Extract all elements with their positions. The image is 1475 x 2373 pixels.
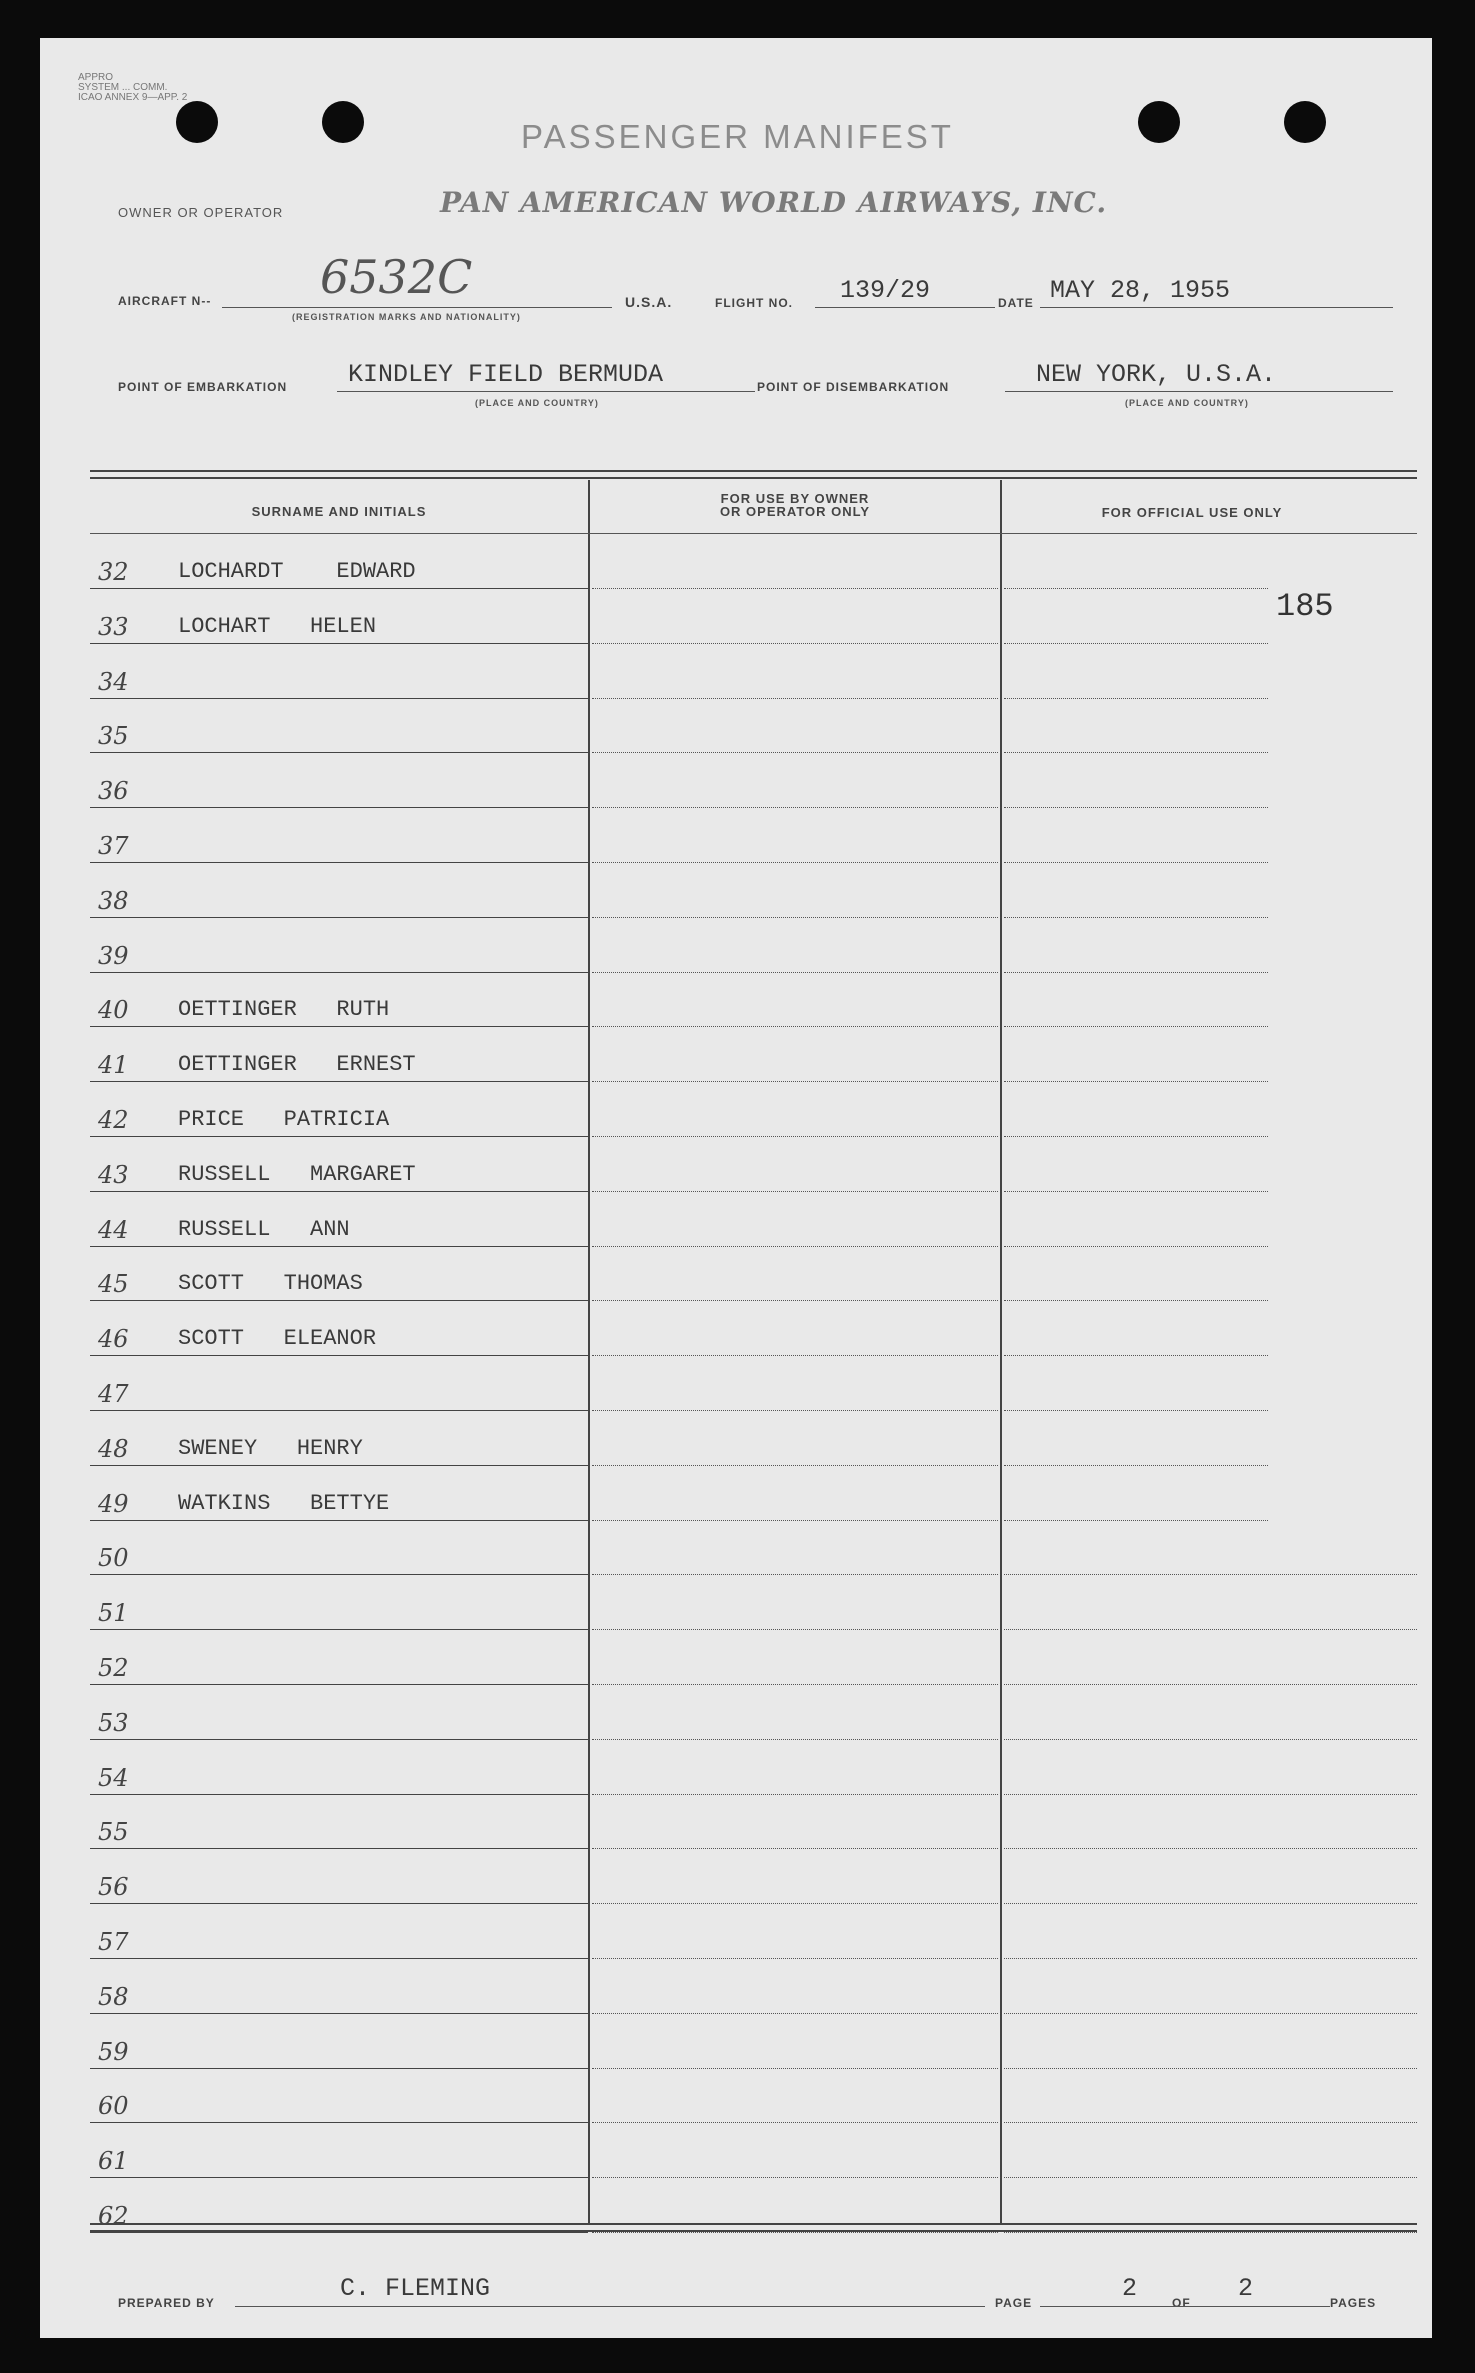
official-cell-rule — [1004, 2177, 1417, 2178]
owner-cell-rule — [592, 2013, 998, 2014]
official-cell-rule — [1004, 807, 1268, 808]
official-cell-rule — [1004, 1410, 1268, 1411]
official-cell-rule — [1004, 1026, 1268, 1027]
row-rule — [90, 862, 588, 863]
flight-no-value: 139/29 — [840, 276, 931, 305]
owner-cell-rule — [592, 1136, 998, 1137]
approval-line: ICAO ANNEX 9—APP. 2 — [78, 92, 188, 103]
row-number: 37 — [98, 832, 129, 860]
owner-cell-rule — [592, 2122, 998, 2123]
row-rule — [90, 2068, 588, 2069]
official-cell-rule — [1004, 1136, 1268, 1137]
official-cell-rule — [1004, 1191, 1268, 1192]
row-rule — [90, 807, 588, 808]
row-number: 38 — [98, 886, 129, 915]
official-cell-rule — [1004, 2122, 1417, 2123]
row-number: 40 — [98, 996, 129, 1025]
of-label: OF — [1172, 2296, 1191, 2310]
row-number: 58 — [98, 1982, 129, 2011]
row-number: 56 — [98, 1873, 129, 1902]
row-number: 35 — [98, 722, 129, 751]
row-number: 32 — [98, 558, 129, 586]
row-rule — [90, 698, 588, 699]
row-rule — [90, 1574, 588, 1575]
official-cell-rule — [1004, 698, 1268, 699]
row-number: 48 — [98, 1434, 129, 1463]
row-rule — [90, 643, 588, 644]
official-cell-rule — [1004, 1355, 1268, 1356]
row-number: 59 — [98, 2037, 129, 2066]
row-number: 55 — [98, 1818, 129, 1847]
row-rule — [90, 1081, 588, 1082]
row-number: 53 — [98, 1708, 129, 1737]
page-label: PAGE — [995, 2296, 1033, 2310]
registration-caption: (REGISTRATION MARKS AND NATIONALITY) — [292, 312, 521, 322]
prepared-underline — [235, 2306, 985, 2307]
owner-column-header — [590, 492, 1000, 518]
prepared-by-label: PREPARED BY — [118, 2296, 215, 2310]
row-rule — [90, 1958, 588, 1959]
approval-line: APPRO — [78, 72, 114, 83]
official-cell-rule — [1004, 1081, 1268, 1082]
passenger-name: SCOTT ELEANOR — [178, 1326, 377, 1352]
owner-cell-rule — [592, 1520, 998, 1521]
date-underline — [1040, 307, 1393, 308]
row-number: 52 — [98, 1654, 129, 1682]
header-rule — [90, 533, 1417, 534]
approval-stamp — [78, 73, 187, 103]
pages-label: PAGES — [1330, 2296, 1377, 2310]
row-number: 46 — [98, 1325, 129, 1354]
row-rule — [90, 1739, 588, 1740]
owner-cell-rule — [592, 752, 998, 753]
owner-cell-rule — [592, 643, 998, 644]
official-note: 185 — [1276, 588, 1334, 625]
owner-cell-rule — [592, 807, 998, 808]
official-cell-rule — [1004, 1848, 1417, 1849]
passenger-name: PRICE PATRICIA — [178, 1107, 390, 1132]
aircraft-value: 6532C — [320, 250, 473, 304]
row-number: 54 — [98, 1763, 129, 1792]
owner-cell-rule — [592, 1958, 998, 1959]
owner-label: OWNER OR OPERATOR — [118, 205, 284, 220]
row-number: 60 — [98, 2092, 129, 2121]
row-rule — [90, 2122, 588, 2123]
owner-cell-rule — [592, 2068, 998, 2069]
owner-cell-rule — [592, 862, 998, 863]
row-number: 39 — [98, 941, 129, 970]
official-rule — [1370, 533, 1415, 534]
official-cell-rule — [1004, 2232, 1417, 2233]
document-title: PASSENGER MANIFEST — [521, 118, 954, 155]
official-cell-rule — [1004, 1629, 1417, 1630]
official-cell-rule — [1004, 1520, 1268, 1521]
row-number: 61 — [98, 2147, 129, 2176]
row-rule — [90, 1794, 588, 1795]
row-number: 45 — [98, 1270, 129, 1299]
row-rule — [90, 1026, 588, 1027]
nationality-label: U.S.A. — [625, 294, 673, 310]
official-cell-rule — [1004, 1739, 1417, 1740]
official-cell-rule — [1004, 2013, 1417, 2014]
owner-cell-rule — [592, 2232, 998, 2233]
row-rule — [90, 2232, 588, 2233]
owner-cell-rule — [592, 698, 998, 699]
official-cell-rule — [1004, 1684, 1417, 1685]
approval-line: SYSTEM ... COMM. — [78, 82, 168, 93]
official-column-header: FOR OFFICIAL USE ONLY — [1101, 505, 1283, 520]
row-number: 49 — [98, 1489, 129, 1518]
row-rule — [90, 972, 588, 973]
row-number: 62 — [98, 2202, 129, 2230]
embarkation-label: POINT OF EMBARKATION — [118, 380, 288, 394]
date-label: DATE — [998, 296, 1034, 310]
owner-cell-rule — [592, 1026, 998, 1027]
passenger-name: LOCHART HELEN — [178, 613, 377, 639]
owner-cell-rule — [592, 972, 998, 973]
row-number: 41 — [98, 1051, 129, 1080]
flight-no-underline — [815, 307, 995, 308]
row-number: 33 — [98, 612, 129, 641]
row-rule — [90, 1903, 588, 1904]
owner-header-line: OR OPERATOR ONLY — [719, 504, 871, 519]
disembarkation-value: NEW YORK, U.S.A. — [1036, 360, 1277, 389]
disembarkation-underline — [1005, 391, 1393, 392]
official-cell-rule — [1004, 1465, 1268, 1466]
row-number: 43 — [98, 1160, 129, 1189]
flight-no-label: FLIGHT NO. — [715, 296, 793, 310]
pages-value: 2 — [1238, 2274, 1254, 2303]
row-number: 47 — [98, 1380, 129, 1408]
row-rule — [90, 752, 588, 753]
passenger-name: WATKINS BETTYE — [178, 1490, 390, 1516]
official-cell-rule — [1004, 1958, 1417, 1959]
table-bottom-rule — [90, 2223, 1417, 2232]
passenger-name: RUSSELL MARGARET — [178, 1161, 416, 1187]
embarkation-value: KINDLEY FIELD BERMUDA — [348, 360, 664, 389]
row-rule — [90, 1684, 588, 1685]
aircraft-label: AIRCRAFT N-- — [118, 294, 212, 308]
row-rule — [90, 2177, 588, 2178]
aircraft-underline — [222, 307, 612, 308]
owner-cell-rule — [592, 1081, 998, 1082]
owner-cell-rule — [592, 1848, 998, 1849]
owner-cell-rule — [592, 1300, 998, 1301]
row-rule — [90, 1520, 588, 1521]
row-number: 34 — [98, 667, 129, 696]
page-underline — [1040, 2306, 1330, 2307]
passenger-name: RUSSELL ANN — [178, 1216, 350, 1242]
prepared-by-value: C. FLEMING — [340, 2274, 491, 2303]
official-cell-rule — [1004, 643, 1268, 644]
date-value: MAY 28, 1955 — [1050, 276, 1231, 305]
column-divider-1 — [588, 480, 590, 2225]
row-rule — [90, 1300, 588, 1301]
owner-cell-rule — [592, 1684, 998, 1685]
row-number: 44 — [98, 1215, 129, 1244]
row-rule — [90, 1246, 588, 1247]
owner-cell-rule — [592, 1629, 998, 1630]
owner-cell-rule — [592, 1574, 998, 1575]
row-number: 36 — [98, 777, 129, 806]
disembarkation-caption: (PLACE AND COUNTRY) — [1125, 398, 1249, 408]
official-cell-rule — [1004, 2068, 1417, 2069]
official-cell-rule — [1004, 917, 1268, 918]
owner-cell-rule — [592, 588, 998, 589]
row-rule — [90, 1465, 588, 1466]
official-cell-rule — [1004, 862, 1268, 863]
passenger-name: SWENEY HENRY — [178, 1435, 363, 1461]
official-cell-rule — [1004, 1903, 1417, 1904]
owner-cell-rule — [592, 1355, 998, 1356]
row-rule — [90, 1136, 588, 1137]
official-cell-rule — [1004, 1300, 1268, 1301]
official-cell-rule — [1004, 1246, 1268, 1247]
owner-cell-rule — [592, 1903, 998, 1904]
table-top-rule — [90, 470, 1417, 479]
disembarkation-label: POINT OF DISEMBARKATION — [757, 380, 950, 394]
official-cell-rule — [1004, 1574, 1417, 1575]
owner-cell-rule — [592, 1191, 998, 1192]
column-divider-2 — [1000, 480, 1002, 2225]
passenger-name: LOCHARDT EDWARD — [178, 559, 416, 584]
official-cell-rule — [1004, 1794, 1417, 1795]
row-rule — [90, 588, 588, 589]
surname-column-header: SURNAME AND INITIALS — [251, 504, 427, 519]
row-rule — [90, 917, 588, 918]
official-cell-rule — [1004, 588, 1268, 589]
page-value: 2 — [1122, 2274, 1138, 2303]
owner-cell-rule — [592, 917, 998, 918]
owner-cell-rule — [592, 1739, 998, 1740]
embarkation-underline — [337, 391, 755, 392]
owner-cell-rule — [592, 1794, 998, 1795]
passenger-name: SCOTT THOMAS — [178, 1271, 363, 1297]
row-rule — [90, 1848, 588, 1849]
owner-cell-rule — [592, 2177, 998, 2178]
passenger-name: OETTINGER RUTH — [178, 997, 390, 1023]
owner-cell-rule — [592, 1465, 998, 1466]
owner-header-line: FOR USE BY OWNER — [720, 491, 870, 506]
row-rule — [90, 1410, 588, 1411]
passenger-name: OETTINGER ERNEST — [178, 1052, 416, 1078]
operator-name: PAN AMERICAN WORLD AIRWAYS, INC. — [440, 186, 1108, 219]
row-rule — [90, 2013, 588, 2014]
row-rule — [90, 1191, 588, 1192]
embarkation-caption: (PLACE AND COUNTRY) — [475, 398, 599, 408]
row-number: 57 — [98, 1928, 129, 1956]
row-number: 51 — [98, 1599, 129, 1628]
row-number: 42 — [98, 1106, 129, 1134]
owner-cell-rule — [592, 1410, 998, 1411]
row-number: 50 — [98, 1544, 129, 1573]
official-cell-rule — [1004, 752, 1268, 753]
owner-cell-rule — [592, 1246, 998, 1247]
row-rule — [90, 1355, 588, 1356]
row-rule — [90, 1629, 588, 1630]
official-cell-rule — [1004, 972, 1268, 973]
